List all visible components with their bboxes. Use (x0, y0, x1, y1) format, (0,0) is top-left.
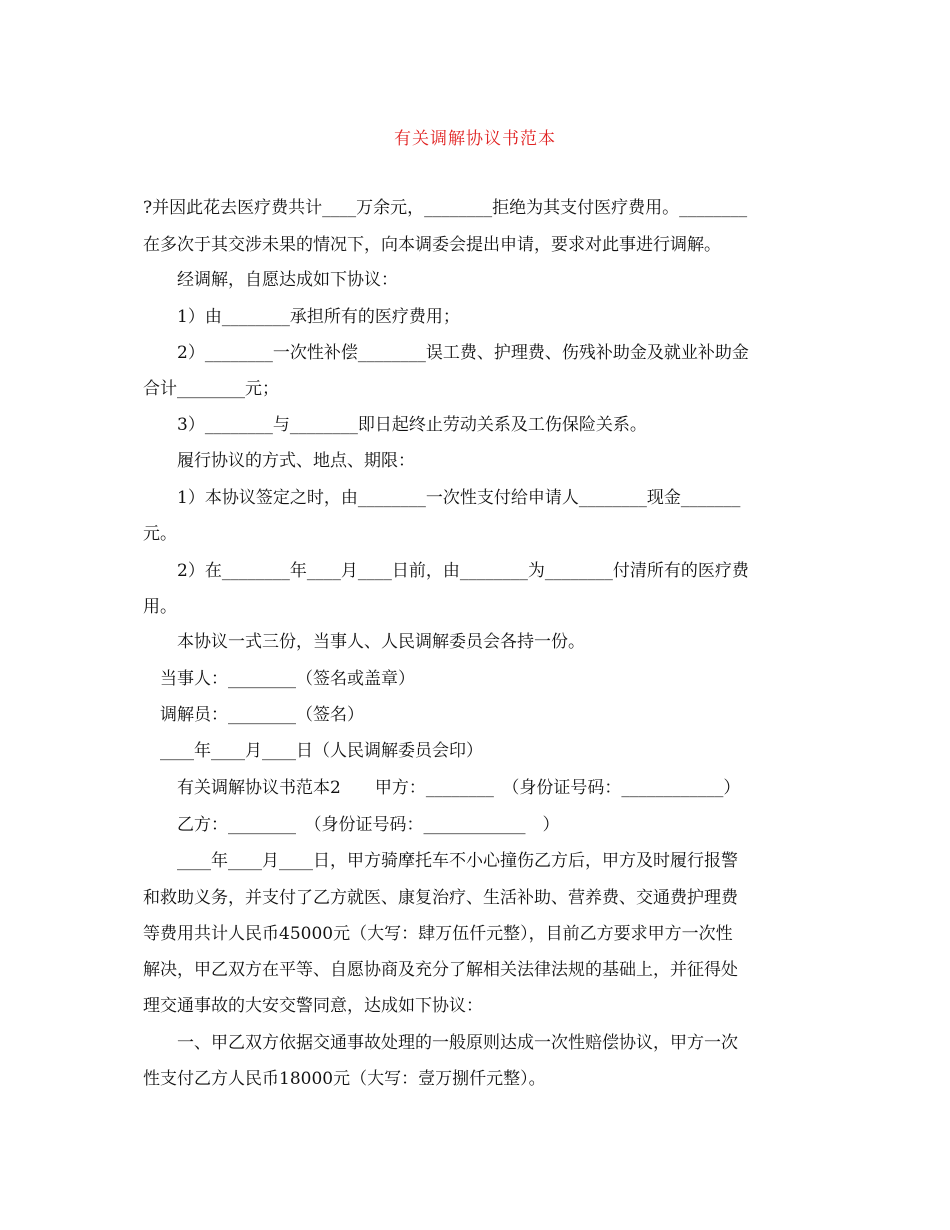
paragraph-line-25: 性支付乙方人民币18000元（大写：壹万捌仟元整）。 (143, 1069, 546, 1089)
paragraph-line-17: 有关调解协议书范本2 甲方：________ （身份证号码：____________） (143, 778, 741, 798)
paragraph-line-12: 用。 (143, 597, 177, 617)
paragraph-line-4: 1）由________承担所有的医疗费用； (143, 307, 460, 327)
paragraph-line-1: ?并因此花去医疗费共计____万余元，________拒绝为其支付医疗费用。________ (143, 198, 748, 218)
paragraph-line-8: 履行协议的方式、地点、期限： (143, 451, 415, 471)
paragraph-line-24: 一、甲乙双方依据交通事故处理的一般原则达成一次性赔偿协议，甲方一次 (143, 1033, 738, 1053)
paragraph-line-11: 2）在________年____月____日前，由________为________付清所有的医疗费 (143, 561, 749, 581)
paragraph-line-7: 3）________与________即日起终止劳动关系及工伤保险关系。 (143, 415, 647, 435)
paragraph-line-6: 合计________元； (143, 379, 279, 399)
paragraph-line-10: 元。 (143, 524, 177, 544)
paragraph-line-5: 2）________一次性补偿________误工费、护理费、伤残补助金及就业补助金 (143, 343, 749, 363)
signature-line-mediator: 调解员：________（签名） (143, 705, 364, 725)
signature-line-party: 当事人：________（签名或盖章） (143, 669, 415, 689)
paragraph-line-9: 1）本协议签定之时，由________一次性支付给申请人________现金_______ (143, 488, 741, 508)
paragraph-line-19: ____年____月____日，甲方骑摩托车不小心撞伤乙方后，甲方及时履行报警 (143, 851, 738, 871)
paragraph-line-23: 理交通事故的大安交警同意，达成如下协议： (143, 996, 483, 1016)
paragraph-line-18: 乙方：________ （身份证号码：____________ ） (143, 815, 560, 835)
paragraph-line-3: 经调解，自愿达成如下协议： (143, 270, 398, 290)
date-seal-line: ____年____月____日（人民调解委员会印） (143, 741, 483, 761)
paragraph-line-22: 解决，甲乙双方在平等、自愿协商及充分了解相关法律法规的基础上，并征得处 (143, 960, 738, 980)
paragraph-line-20: 和救助义务，并支付了乙方就医、康复治疗、生活补助、营养费、交通费护理费 (143, 888, 738, 908)
paragraph-line-13: 本协议一式三份，当事人、人民调解委员会各持一份。 (143, 632, 585, 652)
document-title: 有关调解协议书范本 (394, 129, 556, 149)
paragraph-line-2: 在多次于其交涉未果的情况下，向本调委会提出申请，要求对此事进行调解。 (143, 235, 721, 255)
paragraph-line-21: 等费用共计人民币45000元（大写：肆万伍仟元整），目前乙方要求甲方一次性 (143, 924, 733, 944)
